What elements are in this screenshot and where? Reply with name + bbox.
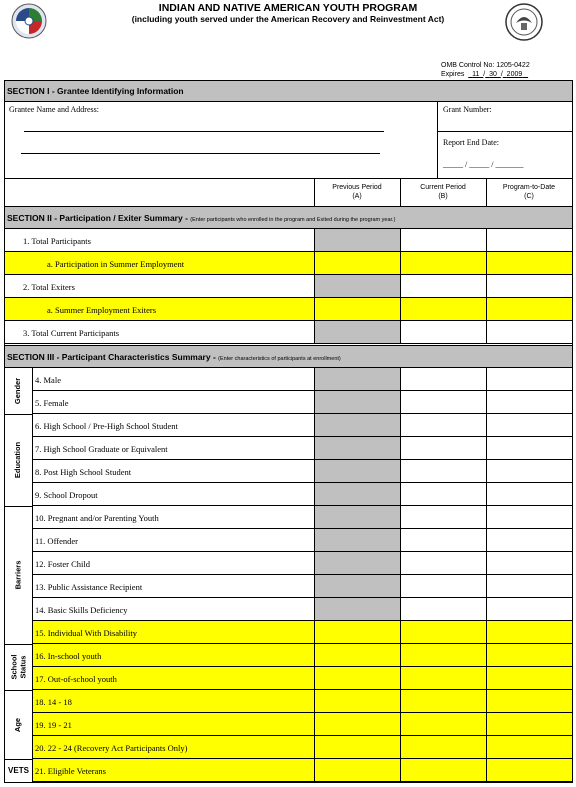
program-to-date-cell[interactable] <box>486 298 572 321</box>
program-to-date-cell[interactable] <box>486 621 572 644</box>
program-to-date-cell[interactable] <box>486 506 572 529</box>
row-label: 15. Individual With Disability <box>35 628 137 638</box>
previous-period-cell[interactable] <box>314 506 400 529</box>
row-label: 3. Total Current Participants <box>23 328 120 338</box>
program-to-date-cell[interactable] <box>486 414 572 437</box>
row-label: 6. High School / Pre-High School Student <box>35 421 178 431</box>
previous-period-cell[interactable] <box>314 391 400 414</box>
program-to-date-cell[interactable] <box>486 575 572 598</box>
previous-period-cell[interactable] <box>314 229 400 252</box>
program-to-date-cell[interactable] <box>486 229 572 252</box>
program-to-date-cell[interactable] <box>486 437 572 460</box>
program-to-date-cell[interactable] <box>486 252 572 275</box>
section2-title: SECTION II - Participation / Exiter Summary - (Enter participants who enrolled in the program and Exited during the program year.) <box>7 213 396 223</box>
report-end-date-label: Report End Date: <box>443 138 499 147</box>
current-period-cell[interactable] <box>400 483 486 506</box>
category-label: Education <box>13 441 23 479</box>
omb-control-number: OMB Control No: 1205-0422 <box>441 62 530 69</box>
previous-period-cell[interactable] <box>314 252 400 275</box>
previous-period-cell[interactable] <box>314 483 400 506</box>
current-period-cell[interactable] <box>400 229 486 252</box>
current-period-cell[interactable] <box>400 736 486 759</box>
row-label: 11. Offender <box>35 536 78 546</box>
current-period-cell[interactable] <box>400 598 486 621</box>
category-label: Barriers <box>13 560 23 590</box>
current-period-cell[interactable] <box>400 391 486 414</box>
program-to-date-cell[interactable] <box>486 460 572 483</box>
previous-period-cell[interactable] <box>314 644 400 667</box>
previous-period-cell[interactable] <box>314 414 400 437</box>
previous-period-cell[interactable] <box>314 598 400 621</box>
previous-period-cell[interactable] <box>314 759 400 782</box>
previous-period-cell[interactable] <box>314 713 400 736</box>
report-end-date-field[interactable]: _____ / _____ / _______ <box>443 160 524 169</box>
row-label: 18. 14 - 18 <box>35 697 72 707</box>
page-subtitle: (including youth served under the American Recovery and Reinvestment Act) <box>131 14 445 24</box>
column-program-to-date: Program-to-Date (C) <box>502 184 556 200</box>
current-period-cell[interactable] <box>400 460 486 483</box>
category-label: Gender <box>13 377 23 405</box>
current-period-cell[interactable] <box>400 321 486 344</box>
section2-header <box>5 206 572 229</box>
previous-period-cell[interactable] <box>314 321 400 344</box>
previous-period-cell[interactable] <box>314 667 400 690</box>
current-period-cell[interactable] <box>400 252 486 275</box>
row-label: 19. 19 - 21 <box>35 720 72 730</box>
row-label: a. Participation in Summer Employment <box>47 259 185 269</box>
current-period-cell[interactable] <box>400 667 486 690</box>
row-label: 20. 22 - 24 (Recovery Act Participants Only) <box>35 743 188 753</box>
grantee-address-field[interactable] <box>21 153 380 154</box>
row-label: 9. School Dropout <box>35 490 98 500</box>
current-period-cell[interactable] <box>400 575 486 598</box>
grant-number-label: Grant Number: <box>443 105 492 114</box>
row-label: 2. Total Exiters <box>23 282 75 292</box>
previous-period-cell[interactable] <box>314 275 400 298</box>
previous-period-cell[interactable] <box>314 736 400 759</box>
column-previous-period: Previous Period (A) <box>332 184 382 200</box>
row-label: 12. Foster Child <box>35 559 91 569</box>
grantee-name-label: Grantee Name and Address: <box>9 105 99 114</box>
program-to-date-cell[interactable] <box>486 529 572 552</box>
program-to-date-cell[interactable] <box>486 391 572 414</box>
category-label: School Status <box>9 654 28 680</box>
row-label: 17. Out-of-school youth <box>35 674 117 684</box>
row-label: 5. Female <box>35 398 69 408</box>
current-period-cell[interactable] <box>400 713 486 736</box>
program-to-date-cell[interactable] <box>486 598 572 621</box>
current-period-cell[interactable] <box>400 621 486 644</box>
program-to-date-cell[interactable] <box>486 368 572 391</box>
previous-period-cell[interactable] <box>314 621 400 644</box>
program-to-date-cell[interactable] <box>486 644 572 667</box>
previous-period-cell[interactable] <box>314 460 400 483</box>
previous-period-cell[interactable] <box>314 368 400 391</box>
current-period-cell[interactable] <box>400 759 486 782</box>
current-period-cell[interactable] <box>400 368 486 391</box>
current-period-cell[interactable] <box>400 437 486 460</box>
program-to-date-cell[interactable] <box>486 483 572 506</box>
row-label: 21. Eligible Veterans <box>35 766 106 776</box>
program-to-date-cell[interactable] <box>486 690 572 713</box>
page-title: INDIAN AND NATIVE AMERICAN YOUTH PROGRAM <box>158 2 418 14</box>
category-label: VETS <box>8 765 29 775</box>
section1-header <box>5 81 572 102</box>
program-to-date-cell[interactable] <box>486 736 572 759</box>
program-to-date-cell[interactable] <box>486 275 572 298</box>
current-period-cell[interactable] <box>400 644 486 667</box>
previous-period-cell[interactable] <box>314 437 400 460</box>
previous-period-cell[interactable] <box>314 552 400 575</box>
expiration-date: Expires 11 / 30 / 2009 <box>441 71 523 78</box>
row-label: 13. Public Assistance Recipient <box>35 582 143 592</box>
row-label: 14. Basic Skills Deficiency <box>35 605 128 615</box>
row-label: 4. Male <box>35 375 61 385</box>
section3-header <box>5 345 572 368</box>
section1-title: SECTION I - Grantee Identifying Information <box>7 86 184 96</box>
section3-title: SECTION III - Participant Characteristics Summary - (Enter characteristics of participants at enrollment) <box>7 352 341 362</box>
program-to-date-cell[interactable] <box>486 713 572 736</box>
row-label: 1. Total Participants <box>23 236 91 246</box>
previous-period-cell[interactable] <box>314 298 400 321</box>
column-current-period: Current Period (B) <box>420 184 466 200</box>
row-label: 8. Post High School Student <box>35 467 132 477</box>
previous-period-cell[interactable] <box>314 529 400 552</box>
grantee-name-field[interactable] <box>24 131 384 132</box>
current-period-cell[interactable] <box>400 298 486 321</box>
category-label: Age <box>13 717 23 732</box>
program-to-date-cell[interactable] <box>486 552 572 575</box>
program-to-date-cell[interactable] <box>486 759 572 782</box>
current-period-cell[interactable] <box>400 275 486 298</box>
row-label: 7. High School Graduate or Equivalent <box>35 444 168 454</box>
current-period-cell[interactable] <box>400 690 486 713</box>
row-label: 10. Pregnant and/or Parenting Youth <box>35 513 159 523</box>
previous-period-cell[interactable] <box>314 690 400 713</box>
row-label: a. Summer Employment Exiters <box>47 305 157 315</box>
current-period-cell[interactable] <box>400 414 486 437</box>
program-to-date-cell[interactable] <box>486 667 572 690</box>
current-period-cell[interactable] <box>400 552 486 575</box>
current-period-cell[interactable] <box>400 529 486 552</box>
current-period-cell[interactable] <box>400 506 486 529</box>
previous-period-cell[interactable] <box>314 575 400 598</box>
row-label: 16. In-school youth <box>35 651 102 661</box>
program-to-date-cell[interactable] <box>486 321 572 344</box>
